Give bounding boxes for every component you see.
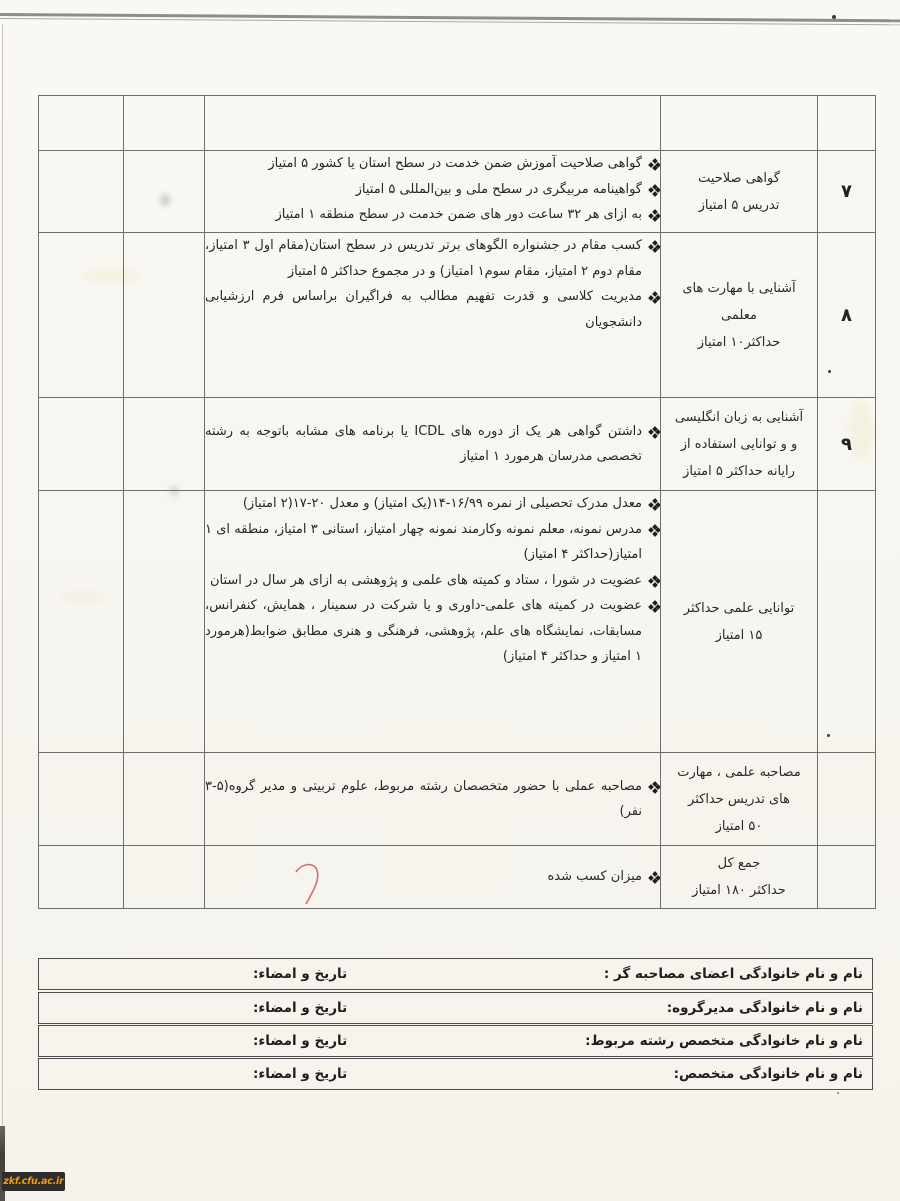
category-line: تدریس ۵ امتیاز (698, 197, 780, 213)
criterion-text: عضویت در شورا ، ستاد و کمیته های علمی و پژوهشی به ازای هر سال در استان (209, 572, 642, 588)
table-row-10 (39, 491, 876, 753)
signature-date-label: تاریخ و امضاء: (253, 1066, 348, 1082)
row-number (818, 753, 876, 846)
diamond-bullet-icon (649, 872, 660, 883)
signature-name-label: نام و نام خانوادگی مدیرگروه: (666, 1000, 863, 1016)
score-cell-empty (124, 151, 205, 233)
diamond-bullet-icon (649, 576, 660, 587)
category-line: آشنایی با مهارت های (682, 280, 796, 296)
diamond-bullet-icon (649, 499, 660, 510)
criterion-text: معدل مدرک تحصیلی از نمره ۱۶/۹۹-۱۴(یک امتیاز) و معدل ۲۰-۱۷(۲ امتیاز) (242, 496, 642, 511)
criterion-text: داشتن گواهی هر یک از دوره های ICDL یا برنامه های مشابه باتوجه به رشته تخصصی مدرسان هرمورد ۱ امتیاز (205, 423, 642, 464)
table-header-row (39, 96, 876, 151)
category-line: ۵۰ امتیاز (715, 818, 763, 834)
category-line: ۱۵ امتیاز (715, 627, 763, 643)
category-line: حداکثر۱۰ امتیاز (697, 334, 781, 350)
row-number-text: ۸ (841, 304, 852, 326)
row-number-text: ۹ (841, 433, 852, 455)
signature-row-interviewers (38, 958, 873, 990)
criterion-item (205, 202, 660, 228)
category-line: رایانه حداکثر ۵ امتیاز (683, 463, 795, 479)
site-watermark (2, 1172, 65, 1191)
row-number (818, 151, 876, 233)
score-cell-empty (39, 151, 124, 233)
criteria-cell (205, 398, 661, 491)
header-cell-empty (124, 96, 205, 151)
criterion-text: مصاحبه عملی با حضور متخصصان رشته مربوط، علوم تربیتی و مدیر گروه(۵-۳ نفر) (205, 778, 642, 819)
diamond-bullet-icon (649, 159, 660, 170)
category-line: جمع کل (717, 856, 761, 871)
table-row-9 (39, 398, 876, 491)
diamond-bullet-icon (649, 210, 660, 221)
diamond-bullet-icon (649, 525, 660, 536)
criterion-item (205, 151, 660, 177)
criterion-text: به ازای هر ۳۲ ساعت دور های ضمن خدمت در سطح منطقه ۱ امتیاز (275, 207, 642, 222)
category-line: آشنایی به زبان انگلیسی (674, 409, 804, 425)
signature-name-label: نام و نام خانوادگی متخصص: (673, 1066, 863, 1082)
criterion-item (205, 233, 660, 284)
diamond-bullet-icon (649, 241, 660, 252)
table-row-7 (39, 151, 876, 233)
score-cell-empty (124, 846, 205, 909)
scan-speck (832, 15, 836, 19)
row-number (818, 491, 876, 753)
criterion-item (205, 419, 660, 470)
signature-row-field-specialist (38, 1025, 873, 1057)
criteria-cell (205, 846, 661, 909)
diamond-bullet-icon (649, 601, 660, 612)
score-cell-empty (124, 233, 205, 398)
criterion-item (205, 568, 660, 594)
signature-name-label: نام و نام خانوادگی اعضای مصاحبه گر : (603, 966, 863, 982)
criterion-text: کسب مقام در جشنواره الگوهای برتر تدریس در سطح استان(مقام اول ۳ امتیاز، مقام دوم ۲ امتیاز، مقام سوم۱ امتیاز) و در مجموع حداکثر ۵ امتیاز (205, 238, 642, 279)
signature-row-specialist (38, 1058, 873, 1090)
score-cell-empty (124, 753, 205, 846)
category-cell (661, 151, 818, 233)
criterion-text: مدیریت کلاسی و قدرت تفهیم مطالب به فراگیران براساس فرم ارزشیابی دانشجویان (205, 289, 642, 330)
signature-date-label: تاریخ و امضاء: (253, 1033, 348, 1049)
scan-speck (837, 1092, 839, 1094)
signature-row-department-head (38, 992, 873, 1024)
category-cell (661, 846, 818, 909)
criteria-cell (205, 151, 661, 233)
header-cell-empty (39, 96, 124, 151)
signature-name-label: نام و نام خانوادگی متخصص رشته مربوط: (585, 1033, 863, 1049)
category-line: مصاحبه علمی ، مهارت (677, 764, 801, 780)
diamond-bullet-icon (649, 427, 660, 438)
watermark-text: zkf.cfu.ac.ir (3, 1176, 64, 1187)
criteria-cell (205, 491, 661, 753)
criterion-text: گواهی صلاحیت آموزش ضمن خدمت در سطح استان یا کشور ۵ امتیاز (268, 156, 642, 171)
header-cell-empty (818, 96, 876, 151)
criterion-item (205, 177, 660, 203)
category-cell (661, 491, 818, 753)
scan-edge-line (2, 24, 3, 1201)
criterion-item (205, 491, 660, 517)
category-line: و و توانایی استفاده از (680, 436, 798, 452)
criterion-item (205, 517, 660, 568)
criterion-item (205, 593, 660, 670)
category-line: گواهی صلاحیت (698, 170, 780, 186)
category-line: توانایی علمی حداکثر (683, 600, 795, 616)
category-cell (661, 398, 818, 491)
criterion-text: مدرس نمونه، معلم نمونه وکارمند نمونه چهار امتیاز، استانی ۳ امتیاز، منطقه ای ۱ امتیاز(حداکثر ۴ امتیاز) (205, 521, 642, 562)
table-row-8 (39, 233, 876, 398)
criteria-cell (205, 753, 661, 846)
header-cell-empty (205, 96, 661, 151)
score-cell-empty (124, 398, 205, 491)
header-cell-empty (661, 96, 818, 151)
row-number (818, 846, 876, 909)
category-cell (661, 753, 818, 846)
criterion-text: گواهینامه مربیگری در سطح ملی و بین‌المللی ۵ امتیاز (355, 181, 642, 197)
score-cell-empty (39, 491, 124, 753)
criterion-text: میزان کسب شده (547, 869, 642, 885)
score-cell-empty (39, 846, 124, 909)
row-number (818, 398, 876, 491)
category-line: معلمی (721, 307, 757, 323)
criterion-item (205, 774, 660, 825)
diamond-bullet-icon (649, 185, 660, 196)
category-cell (661, 233, 818, 398)
category-line: حداکثر ۱۸۰ امتیاز (692, 883, 786, 898)
criterion-text: عضویت در کمیته های علمی-داوری و یا شرکت در سمینار ، همایش، کنفرانس، مسابقات، نمایشگاه های علم، پژوهشی، فرهنگی و هنری مطابق ضوابط(هرمورد ۱ امتیاز و حداکثر ۴ امتیاز) (205, 598, 642, 664)
diamond-bullet-icon (649, 292, 660, 303)
score-cell-empty (39, 753, 124, 846)
criteria-cell (205, 233, 661, 398)
signature-date-label: تاریخ و امضاء: (253, 966, 348, 982)
category-line: های تدریس حداکثر (688, 791, 790, 807)
criterion-item (205, 864, 660, 890)
score-cell-empty (39, 233, 124, 398)
score-cell-empty (39, 398, 124, 491)
criteria-table (38, 95, 876, 909)
signature-date-label: تاریخ و امضاء: (253, 1000, 348, 1016)
criterion-item (205, 284, 660, 335)
table-row-total (39, 846, 876, 909)
score-cell-empty (124, 491, 205, 753)
diamond-bullet-icon (649, 782, 660, 793)
row-number (818, 233, 876, 398)
row-number-text: ۷ (841, 181, 852, 202)
table-row-interview (39, 753, 876, 846)
